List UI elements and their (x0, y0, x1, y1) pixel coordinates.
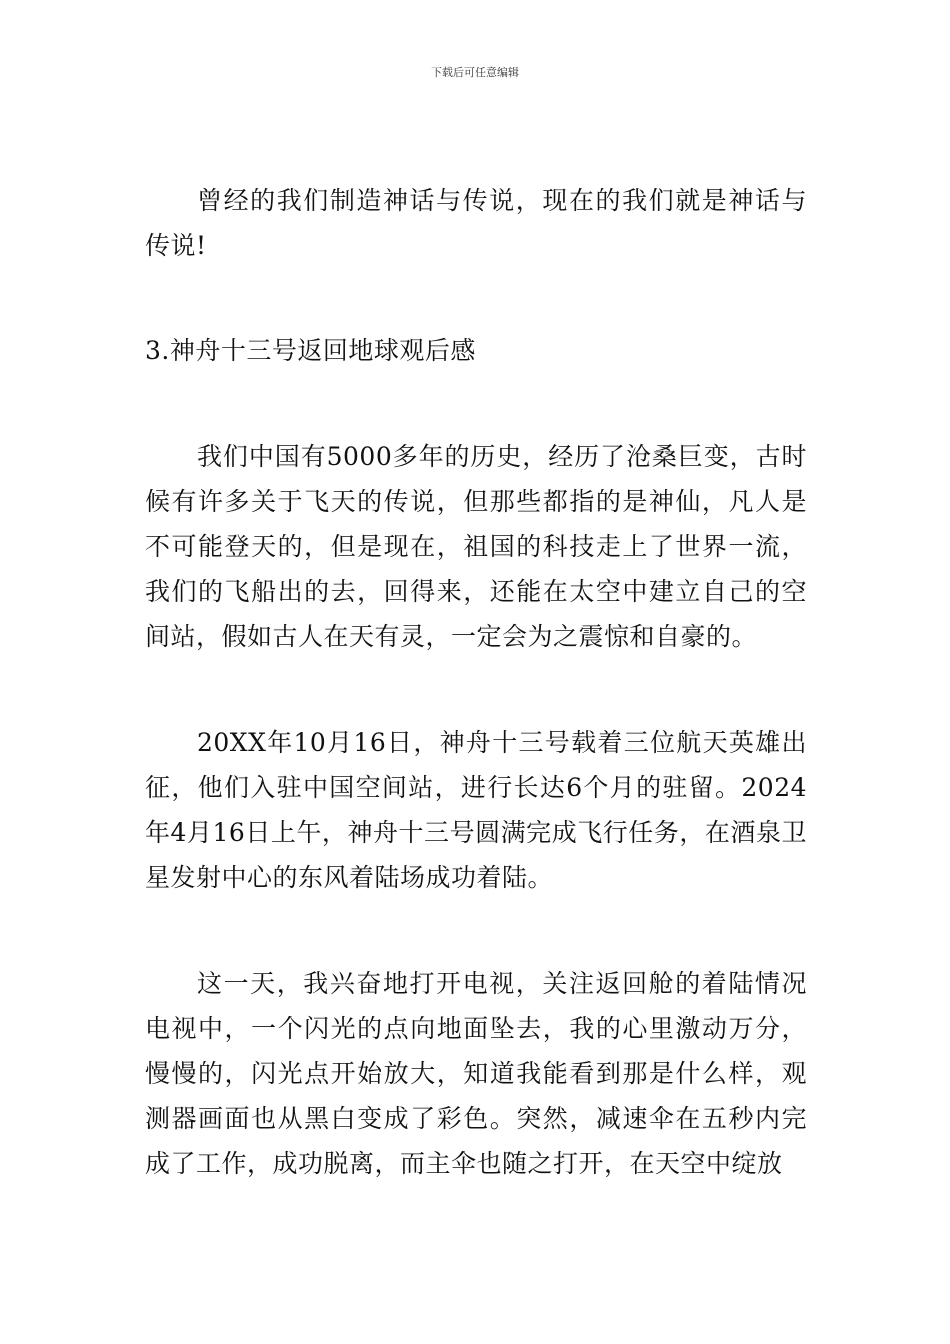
paragraph-1: 曾经的我们制造神话与传说，现在的我们就是神话与传说! (145, 186, 807, 260)
document-body (145, 178, 807, 1186)
header-note: 下载后可任意编辑 (431, 66, 519, 79)
paragraph-2: 我们中国有5000多年的历史，经历了沧桑巨变，古时候有许多关于飞天的传说，但那些都指的是神仙，凡人是不可能登天的，但是现在，祖国的科技走上了世界一流，我们的飞船出的去，回得来，还能在太空中建立自己的空间站，假如古人在天有灵，一定会为之震惊和自豪的。 (145, 442, 807, 651)
paragraph-3: 20XX年10月16日，神舟十三号载着三位航天英雄出征，他们入驻中国空间站，进行长达6个月的驻留。2024年4月16日上午，神舟十三号圆满完成飞行任务，在酒泉卫星发射中心的东风着陆场成功着陆。 (145, 728, 807, 892)
section-heading: 3.神舟十三号返回地球观后感 (145, 336, 476, 365)
paragraph-4: 这一天，我兴奋地打开电视，关注返回舱的着陆情况电视中，一个闪光的点向地面坠去，我的心里激动万分，慢慢的，闪光点开始放大，知道我能看到那是什么样，观测器画面也从黑白变成了彩色。突然，减速伞在五秒内完成了工作，成功脱离，而主伞也随之打开，在天空中绽放 (145, 969, 807, 1178)
